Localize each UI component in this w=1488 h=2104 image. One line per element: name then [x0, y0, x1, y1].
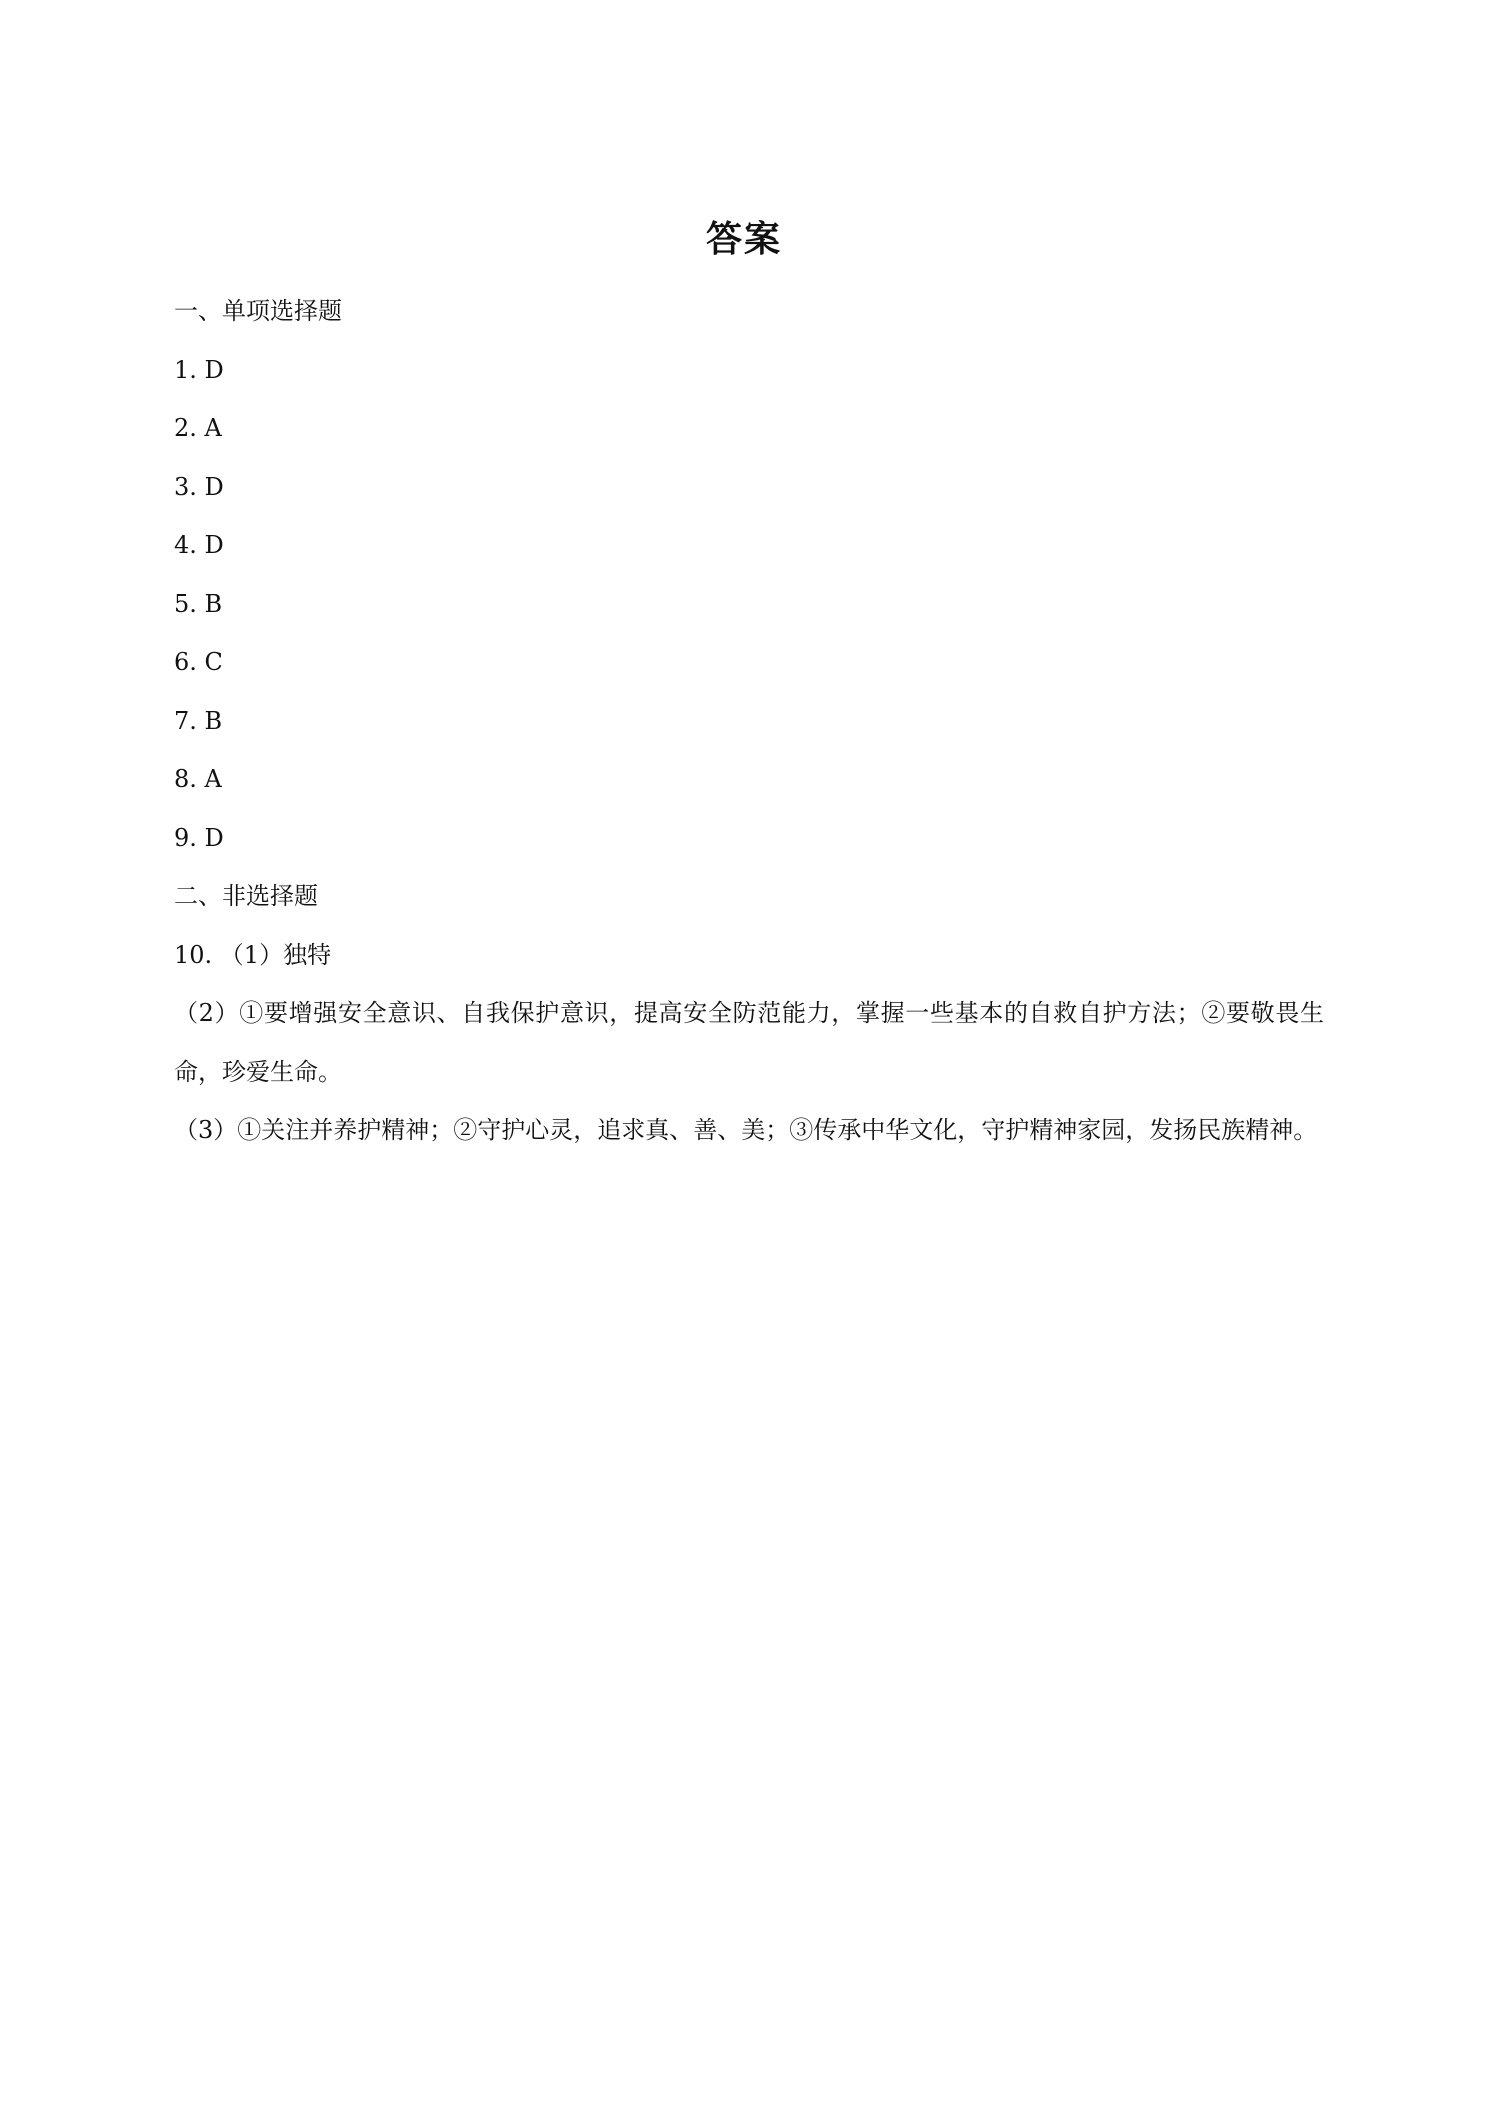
section-heading-non-choice: 二、非选择题 [174, 882, 318, 910]
q10-part-1: 10. （1）独特 [174, 940, 332, 969]
page-title: 答案 [705, 219, 782, 260]
answer-item: 1. D [174, 355, 224, 384]
answer-item: 3. D [174, 472, 224, 501]
answer-item: 9. D [174, 823, 224, 852]
q10-part-2: （2）①要增强安全意识、自我保护意识，提高安全防范能力，掌握一些基本的自救自护方法；②要敬畏生命，珍爱生命。 [174, 999, 1324, 1086]
answer-item: 4. D [174, 531, 224, 559]
section-heading-multiple-choice: 一、单项选择题 [174, 297, 342, 325]
answer-item: 5. B [174, 589, 223, 618]
answer-item: 2. A [174, 414, 222, 442]
answer-item: 6. C [174, 648, 223, 676]
answer-item: 7. B [174, 706, 223, 735]
answer-item: 8. A [174, 765, 222, 793]
answer-content [174, 282, 1324, 1160]
q10-part-3: （3）①关注并养护精神；②守护心灵，追求真、善、美；③传承中华文化，守护精神家园，发扬民族精神。 [174, 1116, 1318, 1144]
